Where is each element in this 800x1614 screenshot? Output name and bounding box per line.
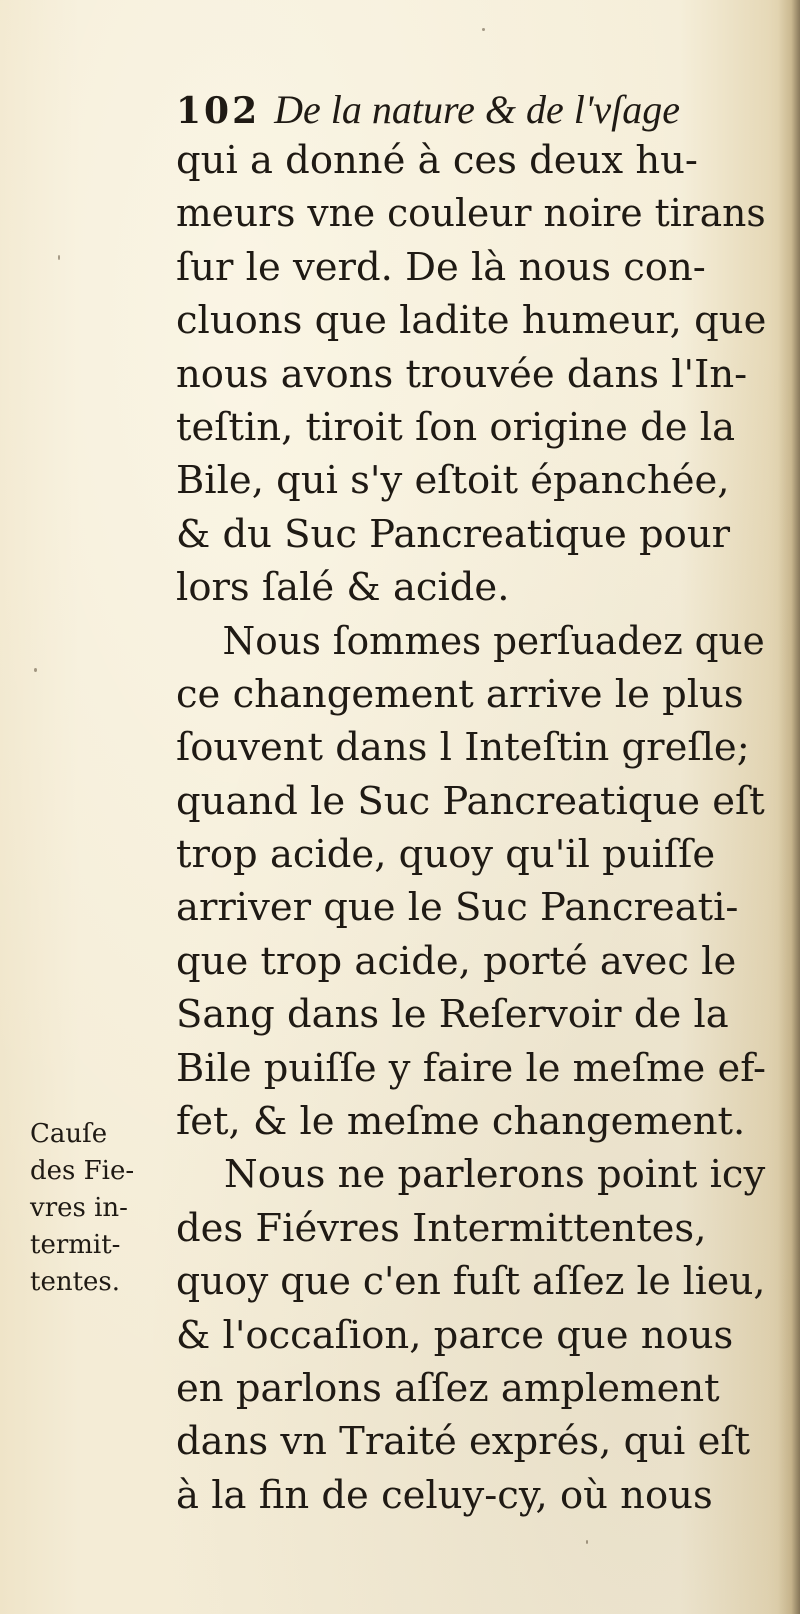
margin-note-line: tentes. bbox=[30, 1267, 121, 1297]
text-line: fet, & le meſme changement. bbox=[176, 1099, 746, 1145]
text-line: Nous ne parlerons point icy bbox=[224, 1152, 766, 1198]
text-line: teſtin, tiroit ſon origine de la bbox=[176, 404, 736, 450]
text-line: Bile, qui s'y eſtoit épanchée, bbox=[176, 458, 730, 504]
text-line: à la fin de celuy-cy, où nous bbox=[176, 1472, 713, 1518]
running-title: De la nature & de l'vſage bbox=[274, 87, 681, 132]
text-line: lors ſalé & acide. bbox=[176, 565, 510, 611]
paper-speck bbox=[34, 668, 37, 672]
text-line: quand le Suc Pancreatique eſt bbox=[176, 778, 765, 824]
text-line: cluons que ladite humeur, que bbox=[176, 298, 767, 344]
running-header bbox=[176, 78, 766, 142]
margin-note-line: vres in- bbox=[30, 1193, 128, 1223]
text-line: Sang dans le Reſervoir de la bbox=[176, 992, 729, 1038]
text-line: nous avons trouvée dans l'In- bbox=[176, 351, 748, 397]
text-line: dans vn Traité exprés, qui eſt bbox=[176, 1419, 751, 1465]
main-text-block bbox=[176, 134, 766, 1522]
text-line: trop acide, quoy qu'il puiſſe bbox=[176, 832, 716, 878]
page-number: 102 bbox=[176, 90, 261, 132]
text-line: meurs vne couleur noire tirans bbox=[176, 191, 766, 237]
text-line: Bile puiſſe y faire le meſme ef- bbox=[176, 1045, 767, 1091]
paper-speck bbox=[482, 28, 485, 31]
text-line: ce changement arrive le plus bbox=[176, 671, 744, 717]
text-line: quoy que c'en fuſt aſſez le lieu, bbox=[176, 1259, 766, 1305]
paper-speck bbox=[586, 1540, 588, 1544]
margin-note-line: Cauſe bbox=[30, 1119, 108, 1149]
margin-note-line: des Fie- bbox=[30, 1156, 135, 1186]
text-line: des Fiévres Intermittentes, bbox=[176, 1205, 707, 1251]
text-line: qui a donné à ces deux hu- bbox=[176, 138, 698, 183]
page-gutter-shadow bbox=[778, 0, 800, 1614]
text-line: en parlons aſſez amplement bbox=[176, 1365, 720, 1411]
text-line: Nous ſommes perſuadez que bbox=[222, 618, 765, 664]
text-line: & l'occaſion, parce que nous bbox=[176, 1312, 734, 1358]
margin-note bbox=[30, 1116, 170, 1301]
text-line: ſur le verd. De là nous con- bbox=[176, 244, 706, 290]
margin-note-line: termit- bbox=[30, 1230, 121, 1260]
text-line: ſouvent dans l Inteſtin greſle; bbox=[176, 725, 750, 771]
paper-speck bbox=[58, 255, 60, 260]
text-line: arriver que le Suc Pancreati- bbox=[176, 885, 739, 931]
text-line: & du Suc Pancreatique pour bbox=[176, 511, 731, 557]
text-line: que trop acide, porté avec le bbox=[176, 938, 737, 984]
